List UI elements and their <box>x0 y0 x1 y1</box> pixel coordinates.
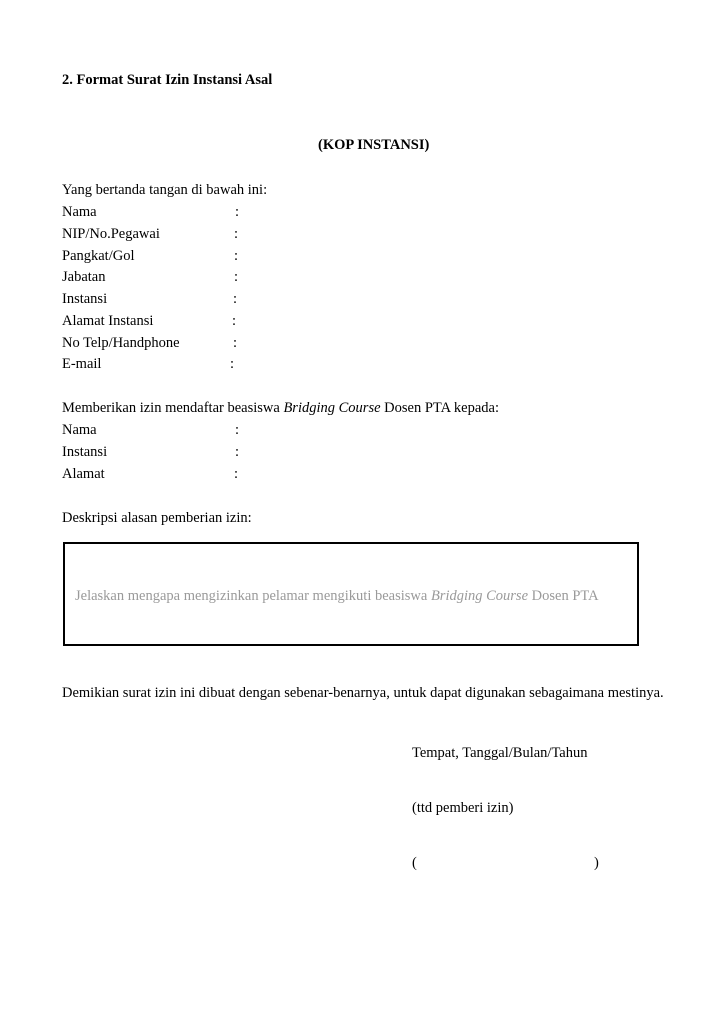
field-separator: : <box>234 269 239 285</box>
permission-prefix: Memberikan izin mendaftar beasiswa <box>62 400 284 416</box>
description-label: Deskripsi alasan pemberian izin: <box>62 510 252 526</box>
placeholder-program-name: Bridging Course <box>430 588 529 604</box>
signer-field-label: Pangkat/Gol <box>62 248 135 264</box>
description-placeholder <box>75 588 599 605</box>
place-date: Tempat, Tanggal/Bulan/Tahun <box>412 745 588 761</box>
field-separator: : <box>235 422 240 438</box>
signer-field-label: Alamat Instansi <box>62 313 154 329</box>
field-separator: : <box>233 335 238 351</box>
description-box[interactable] <box>63 542 639 646</box>
applicant-field-label: Instansi <box>62 444 108 460</box>
field-separator: : <box>234 466 239 482</box>
placeholder-prefix: Jelaskan mengapa mengizinkan pelamar mengikuti beasiswa <box>75 588 431 604</box>
signer-name-close-paren: ) <box>594 855 599 871</box>
applicant-field-label: Nama <box>62 422 97 438</box>
field-separator: : <box>232 313 237 329</box>
program-name: Bridging Course <box>283 400 381 416</box>
signer-field-label: No Telp/Handphone <box>62 335 180 351</box>
signer-field-label: Nama <box>62 204 97 220</box>
intro-text: Yang bertanda tangan di bawah ini: <box>62 182 268 198</box>
section-title: 2. Format Surat Izin Instansi Asal <box>62 72 273 88</box>
applicant-field-label: Alamat <box>62 466 105 482</box>
signer-name-open-paren: ( <box>412 855 417 871</box>
field-separator: : <box>235 204 240 220</box>
signer-field-label: NIP/No.Pegawai <box>62 226 160 242</box>
signer-field-label: Jabatan <box>62 269 106 285</box>
field-separator: : <box>234 226 239 242</box>
field-separator: : <box>233 291 238 307</box>
closing-statement: Demikian surat izin ini dibuat dengan sebenar-benarnya, untuk dapat digunakan sebagaimana mestinya. <box>62 685 664 701</box>
placeholder-suffix: Dosen PTA <box>528 588 599 604</box>
signer-field-label: E-mail <box>62 356 102 372</box>
field-separator: : <box>230 356 235 372</box>
signer-field-label: Instansi <box>62 291 108 307</box>
letterhead-placeholder: (KOP INSTANSI) <box>318 137 430 153</box>
signature-note: (ttd pemberi izin) <box>412 800 514 816</box>
field-separator: : <box>235 444 240 460</box>
permission-suffix: Dosen PTA kepada: <box>380 400 499 416</box>
field-separator: : <box>234 248 239 264</box>
permission-statement <box>62 400 499 417</box>
